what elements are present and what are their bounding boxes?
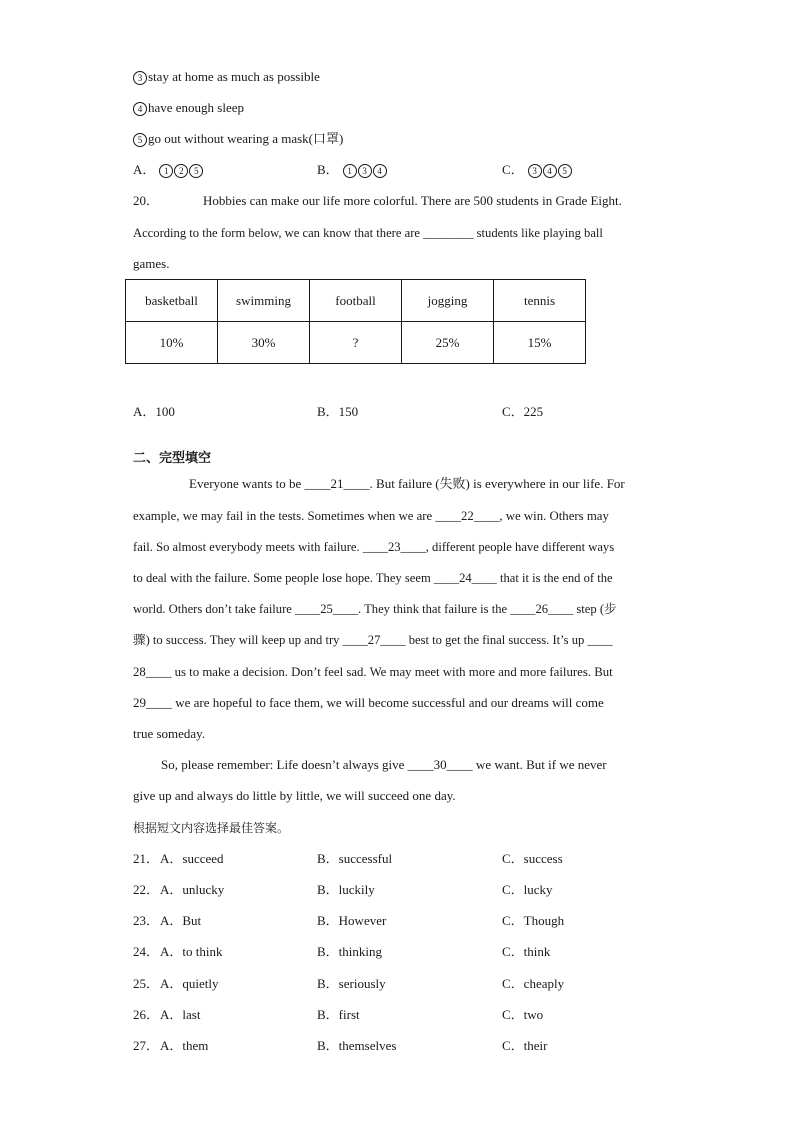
- q20-line-3: games.: [133, 256, 170, 271]
- passage-line: fail. So almost everybody meets with failure. ____23____, different people have different ways: [133, 540, 615, 554]
- option-c[interactable]: C．cheaply: [502, 976, 565, 991]
- q19-item-text: have enough sleep: [148, 100, 245, 115]
- question-number: 20．: [133, 193, 160, 208]
- option-a[interactable]: A．unlucky: [160, 882, 225, 897]
- table-cell: swimming: [218, 280, 310, 322]
- q19-option-c[interactable]: [502, 162, 573, 178]
- circled-number: 1: [159, 164, 173, 178]
- section-heading: 二、完型填空: [133, 451, 212, 466]
- q20-option-c[interactable]: C．225: [502, 404, 544, 419]
- table-cell: 30%: [218, 322, 310, 364]
- option-b[interactable]: B．first: [317, 1007, 360, 1022]
- option-c[interactable]: C．lucky: [502, 882, 553, 897]
- circled-number: 3: [133, 71, 147, 85]
- question-number: 26．: [133, 1007, 160, 1022]
- circled-number: 5: [558, 164, 572, 178]
- q19-item-4: [133, 100, 244, 116]
- circled-number: 1: [343, 164, 357, 178]
- passage-line: 29____ we are hopeful to face them, we will become successful and our dreams will come: [133, 695, 604, 710]
- passage-line: 骤) to success. They will keep up and try ____27____ best to get the final success. It’s up ____: [133, 633, 613, 647]
- option-c[interactable]: C．two: [502, 1007, 544, 1022]
- table-cell: basketball: [126, 280, 218, 322]
- q20-line-2: According to the form below, we can know that there are ________ students like playing ball: [133, 226, 603, 240]
- option-a[interactable]: A．quietly: [160, 976, 219, 991]
- circled-number: 5: [133, 133, 147, 147]
- table-cell: 25%: [402, 322, 494, 364]
- q19-item-3: [133, 69, 320, 85]
- option-c[interactable]: C．their: [502, 1038, 548, 1053]
- circled-number: 3: [528, 164, 542, 178]
- option-label: B．: [317, 162, 339, 177]
- table-cell: tennis: [494, 280, 586, 322]
- passage-line: So, please remember: Life doesn’t always give ____30____ we want. But if we never: [161, 757, 607, 772]
- q20-line-1: [133, 193, 622, 209]
- question-number: 25．: [133, 976, 160, 991]
- option-b[interactable]: B．seriously: [317, 976, 386, 991]
- q19-item-text: stay at home as much as possible: [148, 69, 320, 84]
- option-b[interactable]: B．successful: [317, 851, 393, 866]
- option-c[interactable]: C．success: [502, 851, 563, 866]
- circled-number: 3: [358, 164, 372, 178]
- q19-item-text: go out without wearing a mask(口罩): [148, 131, 344, 146]
- passage-line: Everyone wants to be ____21____. But failure (失败) is everywhere in our life. For: [189, 476, 625, 491]
- q19-option-a[interactable]: [133, 162, 204, 178]
- option-b[interactable]: B．However: [317, 913, 387, 928]
- q20-text: Hobbies can make our life more colorful. There are 500 students in Grade Eight.: [203, 193, 622, 208]
- question-number: 24．: [133, 944, 160, 959]
- option-b[interactable]: B．thinking: [317, 944, 383, 959]
- option-a[interactable]: A．But: [160, 913, 202, 928]
- passage-line: 28____ us to make a decision. Don’t feel sad. We may meet with more and more failures. But: [133, 665, 613, 679]
- table-cell: ?: [310, 322, 402, 364]
- q20-option-b[interactable]: B．150: [317, 404, 359, 419]
- option-c[interactable]: C．Though: [502, 913, 565, 928]
- instruction: 根据短文内容选择最佳答案。: [133, 821, 290, 835]
- circled-number: 5: [189, 164, 203, 178]
- table-cell: football: [310, 280, 402, 322]
- option-a[interactable]: A．to think: [160, 944, 223, 959]
- circled-number: 4: [133, 102, 147, 116]
- passage-line: example, we may fail in the tests. Sometimes when we are ____22____, we win. Others may: [133, 509, 609, 523]
- question-number: 21．: [133, 851, 160, 866]
- table-row: [126, 322, 586, 364]
- passage-line: true someday.: [133, 726, 206, 741]
- table-cell: 10%: [126, 322, 218, 364]
- option-c[interactable]: C．think: [502, 944, 551, 959]
- q19-item-5: [133, 131, 343, 147]
- question-number: 23．: [133, 913, 160, 928]
- table-cell: jogging: [402, 280, 494, 322]
- question-number: 22．: [133, 882, 160, 897]
- option-a[interactable]: A．last: [160, 1007, 201, 1022]
- option-a[interactable]: A．them: [160, 1038, 209, 1053]
- circled-number: 2: [174, 164, 188, 178]
- hobbies-table: [125, 279, 586, 364]
- passage-line: world. Others don’t take failure ____25____. They think that failure is the ____26____ step (步: [133, 602, 617, 616]
- question-number: 27．: [133, 1038, 160, 1053]
- q19-option-b[interactable]: [317, 162, 388, 178]
- circled-number: 4: [543, 164, 557, 178]
- option-label: C．: [502, 162, 524, 177]
- table-header-row: [126, 280, 586, 322]
- option-b[interactable]: B．luckily: [317, 882, 375, 897]
- table-cell: 15%: [494, 322, 586, 364]
- circled-number: 4: [373, 164, 387, 178]
- option-label: A．: [133, 162, 156, 177]
- passage-line: give up and always do little by little, we will succeed one day.: [133, 788, 456, 803]
- q20-option-a[interactable]: A．100: [133, 404, 175, 419]
- passage-line: to deal with the failure. Some people lose hope. They seem ____24____ that it is the end of the: [133, 571, 613, 585]
- option-a[interactable]: A．succeed: [160, 851, 224, 866]
- option-b[interactable]: B．themselves: [317, 1038, 397, 1053]
